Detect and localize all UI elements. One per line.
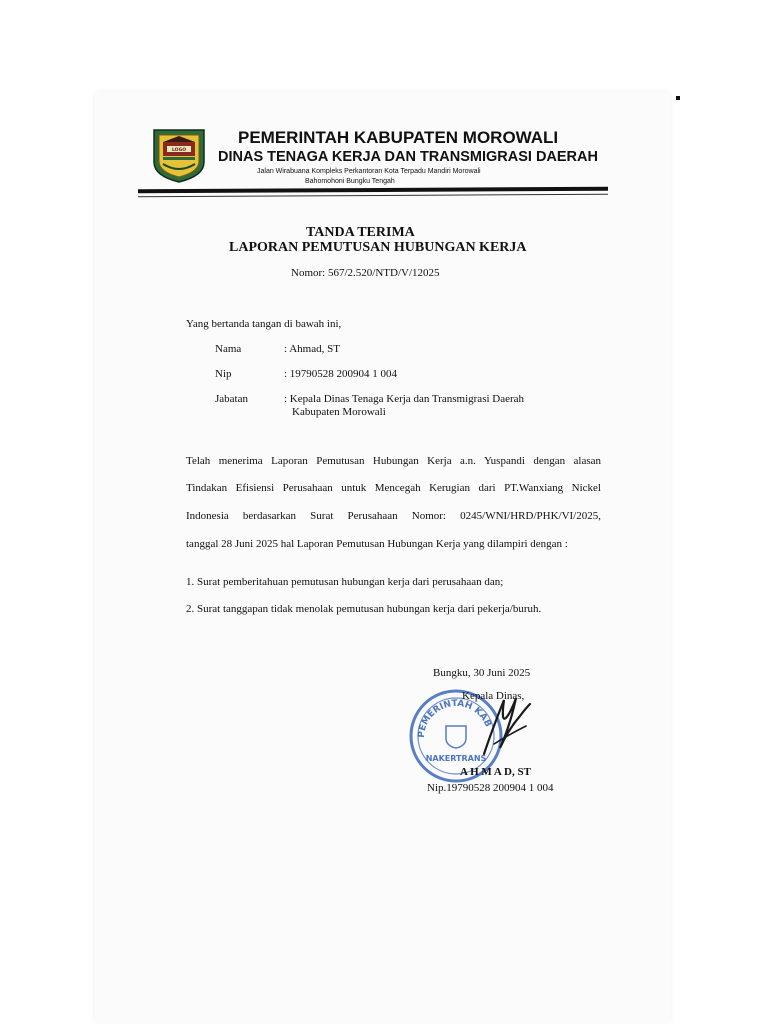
place-date: Bungku, 30 Juni 2025: [433, 667, 531, 679]
jabatan-value: : Kepala Dinas Tenaga Kerja dan Transmigrasi Daerah: [284, 393, 525, 405]
body-line-4: tanggal 28 Juni 2025 hal Laporan Pemutusan Hubungan Kerja yang dilampiri dengan :: [186, 538, 568, 550]
letterhead-government: PEMERINTAH KABUPATEN MOROWALI: [238, 128, 559, 147]
morowali-emblem-icon: [149, 124, 209, 184]
nip-label: Nip: [215, 368, 232, 380]
dust-speck: [676, 96, 680, 100]
attachment-item-1: 1. Surat pemberitahuan pemutusan hubungan kerja dari perusahaan dan;: [186, 576, 504, 588]
jabatan-value-cont: Kabupaten Morowali: [292, 406, 386, 418]
svg-text:PEMERINTAH KAB: PEMERINTAH KAB: [416, 698, 493, 739]
body-line-2: Tindakan Efisiensi Perusahaan untuk Mencegah Kerugian dari PT.Wanxiang Nickel: [186, 482, 601, 494]
letterhead-agency: DINAS TENAGA KERJA DAN TRANSMIGRASI DAERAH: [218, 149, 598, 165]
nama-label: Nama: [215, 343, 242, 355]
body-line-3: Indonesia berdasarkan Surat Perusahaan Nomor: 0245/WNI/HRD/PHK/VI/2025,: [186, 510, 601, 522]
intro-text: Yang bertanda tangan di bawah ini,: [186, 318, 342, 330]
document-subtitle: LAPORAN PEMUTUSAN HUBUNGAN KERJA: [229, 240, 527, 255]
jabatan-label: Jabatan: [215, 393, 248, 405]
signer-name: A H M A D, ST: [460, 766, 531, 778]
body-line-1: Telah menerima Laporan Pemutusan Hubungan Kerja a.n. Yuspandi dengan alasan: [186, 455, 601, 467]
nama-value: : Ahmad, ST: [284, 343, 340, 355]
attachment-item-2: 2. Surat tanggapan tidak menolak pemutusan hubungan kerja dari pekerja/buruh.: [186, 603, 542, 615]
svg-text:NAKERTRANS: NAKERTRANS: [425, 754, 487, 763]
letterhead-address: Jalan Wirabuana Kompleks Perkantoran Kota Terpadu Mandiri Morowali: [257, 168, 481, 175]
nip-value: : 19790528 200904 1 004: [284, 368, 398, 380]
document-title: TANDA TERIMA: [306, 225, 415, 240]
signer-nip: Nip.19790528 200904 1 004: [427, 782, 554, 794]
letterhead-district: Bahomohoni Bungku Tengah: [305, 178, 395, 185]
document-number: Nomor: 567/2.520/NTD/V/12025: [291, 267, 440, 279]
svg-text:LOGO: LOGO: [171, 148, 187, 153]
signer-position: Kepala Dinas,: [462, 690, 525, 702]
